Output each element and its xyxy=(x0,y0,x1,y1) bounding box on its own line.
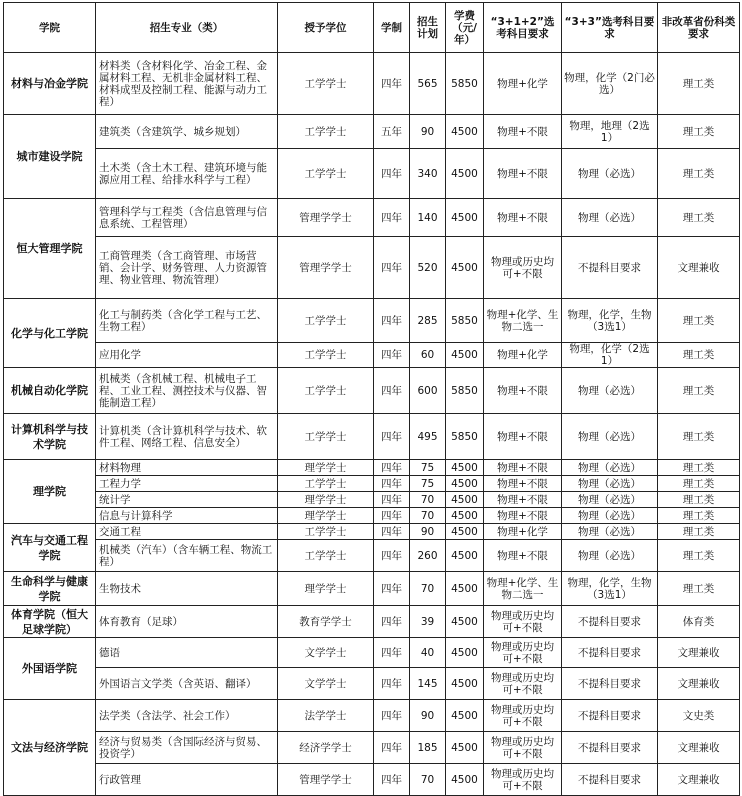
degree-cell: 理学学士 xyxy=(278,492,374,508)
nonreform-cell: 文理兼收 xyxy=(658,764,740,796)
degree-cell: 工学学士 xyxy=(278,524,374,540)
degree-cell: 工学学士 xyxy=(278,343,374,368)
header-row xyxy=(4,3,740,53)
plan-cell: 70 xyxy=(410,492,446,508)
nonreform-cell: 理工类 xyxy=(658,524,740,540)
major-cell: 材料类（含材料化学、冶金工程、金属材料工程、无机非金属材料工程、材料成型及控制工程、能源与动力工程） xyxy=(96,53,278,115)
college-name: 汽车与交通工程学院 xyxy=(4,524,96,572)
years-cell: 四年 xyxy=(374,149,410,199)
req-33-cell: 物理，地理（2选1） xyxy=(562,115,658,149)
plan-cell: 260 xyxy=(410,540,446,572)
req-312-cell: 物理+不限 xyxy=(484,492,562,508)
plan-cell: 340 xyxy=(410,149,446,199)
req-312-cell: 物理+不限 xyxy=(484,199,562,237)
years-cell: 四年 xyxy=(374,199,410,237)
college-name: 理学院 xyxy=(4,460,96,524)
req-33-cell: 物理（必选） xyxy=(562,149,658,199)
major-cell: 建筑类（含建筑学、城乡规划） xyxy=(96,115,278,149)
nonreform-cell: 文理兼收 xyxy=(658,732,740,764)
table-row xyxy=(4,606,740,638)
enrollment-table xyxy=(3,2,740,796)
req-33-cell: 物理（必选） xyxy=(562,199,658,237)
plan-cell: 40 xyxy=(410,638,446,668)
header-req-312: “3+1+2”选考科目要求 xyxy=(484,3,562,53)
fee-cell: 4500 xyxy=(446,540,484,572)
req-312-cell: 物理+不限 xyxy=(484,149,562,199)
req-33-cell: 不提科目要求 xyxy=(562,606,658,638)
plan-cell: 75 xyxy=(410,476,446,492)
fee-cell: 4500 xyxy=(446,638,484,668)
nonreform-cell: 文史类 xyxy=(658,700,740,732)
table-row xyxy=(4,343,740,368)
college-name: 恒大管理学院 xyxy=(4,199,96,299)
header-plan: 招生计划 xyxy=(410,3,446,53)
degree-cell: 理学学士 xyxy=(278,572,374,606)
degree-cell: 工学学士 xyxy=(278,115,374,149)
degree-cell: 工学学士 xyxy=(278,149,374,199)
degree-cell: 教育学学士 xyxy=(278,606,374,638)
fee-cell: 4500 xyxy=(446,343,484,368)
years-cell: 四年 xyxy=(374,700,410,732)
fee-cell: 5850 xyxy=(446,53,484,115)
plan-cell: 75 xyxy=(410,460,446,476)
major-cell: 土木类（含土木工程、建筑环境与能源应用工程、给排水科学与工程） xyxy=(96,149,278,199)
years-cell: 四年 xyxy=(374,732,410,764)
years-cell: 四年 xyxy=(374,492,410,508)
plan-cell: 185 xyxy=(410,732,446,764)
years-cell: 四年 xyxy=(374,508,410,524)
major-cell: 应用化学 xyxy=(96,343,278,368)
major-cell: 化工与制药类（含化学工程与工艺、生物工程） xyxy=(96,299,278,343)
req-312-cell: 物理+化学 xyxy=(484,343,562,368)
req-312-cell: 物理或历史均可+不限 xyxy=(484,700,562,732)
fee-cell: 4500 xyxy=(446,732,484,764)
years-cell: 五年 xyxy=(374,115,410,149)
plan-cell: 140 xyxy=(410,199,446,237)
header-years: 学制 xyxy=(374,3,410,53)
college-name: 材料与冶金学院 xyxy=(4,53,96,115)
nonreform-cell: 理工类 xyxy=(658,414,740,460)
req-312-cell: 物理或历史均可+不限 xyxy=(484,638,562,668)
table-row xyxy=(4,508,740,524)
fee-cell: 5850 xyxy=(446,299,484,343)
table-row xyxy=(4,732,740,764)
nonreform-cell: 体育类 xyxy=(658,606,740,638)
nonreform-cell: 理工类 xyxy=(658,299,740,343)
req-312-cell: 物理或历史均可+不限 xyxy=(484,732,562,764)
req-33-cell: 物理，化学，生物（3选1） xyxy=(562,299,658,343)
table-row xyxy=(4,414,740,460)
degree-cell: 管理学学士 xyxy=(278,237,374,299)
req-33-cell: 物理（必选） xyxy=(562,476,658,492)
years-cell: 四年 xyxy=(374,524,410,540)
years-cell: 四年 xyxy=(374,237,410,299)
plan-cell: 60 xyxy=(410,343,446,368)
degree-cell: 工学学士 xyxy=(278,414,374,460)
major-cell: 统计学 xyxy=(96,492,278,508)
college-name: 计算机科学与技术学院 xyxy=(4,414,96,460)
nonreform-cell: 理工类 xyxy=(658,476,740,492)
plan-cell: 495 xyxy=(410,414,446,460)
years-cell: 四年 xyxy=(374,460,410,476)
degree-cell: 工学学士 xyxy=(278,368,374,414)
degree-cell: 管理学学士 xyxy=(278,199,374,237)
major-cell: 交通工程 xyxy=(96,524,278,540)
req-312-cell: 物理+不限 xyxy=(484,414,562,460)
req-312-cell: 物理或历史均可+不限 xyxy=(484,237,562,299)
years-cell: 四年 xyxy=(374,476,410,492)
plan-cell: 600 xyxy=(410,368,446,414)
header-degree: 授予学位 xyxy=(278,3,374,53)
college-name: 生命科学与健康学院 xyxy=(4,572,96,606)
req-312-cell: 物理或历史均可+不限 xyxy=(484,764,562,796)
major-cell: 德语 xyxy=(96,638,278,668)
req-312-cell: 物理+不限 xyxy=(484,368,562,414)
fee-cell: 4500 xyxy=(446,572,484,606)
plan-cell: 90 xyxy=(410,115,446,149)
plan-cell: 39 xyxy=(410,606,446,638)
table-row xyxy=(4,149,740,199)
header-req-33: “3+3”选考科目要求 xyxy=(562,3,658,53)
plan-cell: 145 xyxy=(410,668,446,700)
fee-cell: 4500 xyxy=(446,149,484,199)
plan-cell: 285 xyxy=(410,299,446,343)
req-33-cell: 物理（必选） xyxy=(562,368,658,414)
fee-cell: 4500 xyxy=(446,460,484,476)
major-cell: 外国语言文学类（含英语、翻译） xyxy=(96,668,278,700)
degree-cell: 经济学学士 xyxy=(278,732,374,764)
req-33-cell: 物理（必选） xyxy=(562,524,658,540)
req-33-cell: 不提科目要求 xyxy=(562,668,658,700)
major-cell: 材料物理 xyxy=(96,460,278,476)
nonreform-cell: 理工类 xyxy=(658,53,740,115)
table-row xyxy=(4,460,740,476)
req-312-cell: 物理+不限 xyxy=(484,476,562,492)
req-312-cell: 物理或历史均可+不限 xyxy=(484,668,562,700)
table-row xyxy=(4,199,740,237)
fee-cell: 5850 xyxy=(446,414,484,460)
req-312-cell: 物理+不限 xyxy=(484,115,562,149)
table-row xyxy=(4,368,740,414)
degree-cell: 文学学士 xyxy=(278,638,374,668)
nonreform-cell: 理工类 xyxy=(658,149,740,199)
req-33-cell: 物理（必选） xyxy=(562,508,658,524)
header-fee: 学费（元/年） xyxy=(446,3,484,53)
fee-cell: 4500 xyxy=(446,764,484,796)
req-33-cell: 物理，化学，生物（3选1） xyxy=(562,572,658,606)
degree-cell: 文学学士 xyxy=(278,668,374,700)
req-312-cell: 物理+不限 xyxy=(484,540,562,572)
major-cell: 工程力学 xyxy=(96,476,278,492)
fee-cell: 4500 xyxy=(446,199,484,237)
years-cell: 四年 xyxy=(374,343,410,368)
table-row xyxy=(4,700,740,732)
major-cell: 行政管理 xyxy=(96,764,278,796)
fee-cell: 4500 xyxy=(446,700,484,732)
header-college: 学院 xyxy=(4,3,96,53)
header-nonreform: 非改革省份科类要求 xyxy=(658,3,740,53)
req-33-cell: 不提科目要求 xyxy=(562,764,658,796)
major-cell: 机械类（含机械工程、机械电子工程、工业工程、测控技术与仪器、智能制造工程） xyxy=(96,368,278,414)
table-row xyxy=(4,572,740,606)
table-row xyxy=(4,540,740,572)
degree-cell: 工学学士 xyxy=(278,53,374,115)
nonreform-cell: 理工类 xyxy=(658,199,740,237)
nonreform-cell: 理工类 xyxy=(658,460,740,476)
req-33-cell: 不提科目要求 xyxy=(562,700,658,732)
degree-cell: 理学学士 xyxy=(278,508,374,524)
table-row xyxy=(4,638,740,668)
years-cell: 四年 xyxy=(374,638,410,668)
req-33-cell: 不提科目要求 xyxy=(562,638,658,668)
nonreform-cell: 理工类 xyxy=(658,115,740,149)
years-cell: 四年 xyxy=(374,299,410,343)
nonreform-cell: 文理兼收 xyxy=(658,668,740,700)
fee-cell: 4500 xyxy=(446,476,484,492)
degree-cell: 工学学士 xyxy=(278,476,374,492)
college-name: 化学与化工学院 xyxy=(4,299,96,368)
college-name: 文法与经济学院 xyxy=(4,700,96,796)
nonreform-cell: 理工类 xyxy=(658,368,740,414)
plan-cell: 70 xyxy=(410,572,446,606)
nonreform-cell: 理工类 xyxy=(658,540,740,572)
nonreform-cell: 理工类 xyxy=(658,572,740,606)
req-312-cell: 物理+化学、生物二选一 xyxy=(484,299,562,343)
degree-cell: 管理学学士 xyxy=(278,764,374,796)
years-cell: 四年 xyxy=(374,572,410,606)
fee-cell: 5850 xyxy=(446,368,484,414)
table-row xyxy=(4,53,740,115)
req-33-cell: 物理（必选） xyxy=(562,460,658,476)
table-row xyxy=(4,476,740,492)
years-cell: 四年 xyxy=(374,414,410,460)
table-row xyxy=(4,524,740,540)
req-312-cell: 物理+不限 xyxy=(484,460,562,476)
major-cell: 机械类（汽车）（含车辆工程、物流工程） xyxy=(96,540,278,572)
plan-cell: 520 xyxy=(410,237,446,299)
years-cell: 四年 xyxy=(374,764,410,796)
years-cell: 四年 xyxy=(374,53,410,115)
req-312-cell: 物理+化学 xyxy=(484,524,562,540)
req-312-cell: 物理+化学、生物二选一 xyxy=(484,572,562,606)
major-cell: 法学类（含法学、社会工作） xyxy=(96,700,278,732)
degree-cell: 工学学士 xyxy=(278,540,374,572)
req-312-cell: 物理或历史均可+不限 xyxy=(484,606,562,638)
table-body xyxy=(4,53,740,796)
nonreform-cell: 理工类 xyxy=(658,508,740,524)
nonreform-cell: 文理兼收 xyxy=(658,638,740,668)
table-row xyxy=(4,668,740,700)
header-major: 招生专业（类） xyxy=(96,3,278,53)
req-33-cell: 物理（必选） xyxy=(562,414,658,460)
table-row xyxy=(4,299,740,343)
years-cell: 四年 xyxy=(374,606,410,638)
fee-cell: 4500 xyxy=(446,668,484,700)
plan-cell: 90 xyxy=(410,700,446,732)
plan-cell: 565 xyxy=(410,53,446,115)
college-name: 体育学院（恒大足球学院） xyxy=(4,606,96,638)
req-33-cell: 物理，化学（2门必选） xyxy=(562,53,658,115)
fee-cell: 4500 xyxy=(446,115,484,149)
req-33-cell: 不提科目要求 xyxy=(562,732,658,764)
fee-cell: 4500 xyxy=(446,492,484,508)
req-33-cell: 物理，化学（2选1） xyxy=(562,343,658,368)
college-name: 外国语学院 xyxy=(4,638,96,700)
req-33-cell: 不提科目要求 xyxy=(562,237,658,299)
degree-cell: 法学学士 xyxy=(278,700,374,732)
fee-cell: 4500 xyxy=(446,606,484,638)
table-row xyxy=(4,764,740,796)
plan-cell: 70 xyxy=(410,508,446,524)
major-cell: 信息与计算科学 xyxy=(96,508,278,524)
table-row xyxy=(4,115,740,149)
years-cell: 四年 xyxy=(374,368,410,414)
req-312-cell: 物理+化学 xyxy=(484,53,562,115)
table-row xyxy=(4,237,740,299)
nonreform-cell: 理工类 xyxy=(658,343,740,368)
fee-cell: 4500 xyxy=(446,524,484,540)
nonreform-cell: 文理兼收 xyxy=(658,237,740,299)
major-cell: 计算机类（含计算机科学与技术、软件工程、网络工程、信息安全） xyxy=(96,414,278,460)
years-cell: 四年 xyxy=(374,540,410,572)
degree-cell: 理学学士 xyxy=(278,460,374,476)
major-cell: 经济与贸易类（含国际经济与贸易、投资学） xyxy=(96,732,278,764)
plan-cell: 70 xyxy=(410,764,446,796)
major-cell: 生物技术 xyxy=(96,572,278,606)
major-cell: 管理科学与工程类（含信息管理与信息系统、工程管理） xyxy=(96,199,278,237)
req-33-cell: 物理（必选） xyxy=(562,540,658,572)
plan-cell: 90 xyxy=(410,524,446,540)
years-cell: 四年 xyxy=(374,668,410,700)
req-33-cell: 物理（必选） xyxy=(562,492,658,508)
degree-cell: 工学学士 xyxy=(278,299,374,343)
major-cell: 体育教育（足球） xyxy=(96,606,278,638)
fee-cell: 4500 xyxy=(446,508,484,524)
fee-cell: 4500 xyxy=(446,237,484,299)
req-312-cell: 物理+不限 xyxy=(484,508,562,524)
college-name: 城市建设学院 xyxy=(4,115,96,199)
major-cell: 工商管理类（含工商管理、市场营销、会计学、财务管理、人力资源管理、物业管理、物流管理） xyxy=(96,237,278,299)
college-name: 机械自动化学院 xyxy=(4,368,96,414)
nonreform-cell: 理工类 xyxy=(658,492,740,508)
table-row xyxy=(4,492,740,508)
